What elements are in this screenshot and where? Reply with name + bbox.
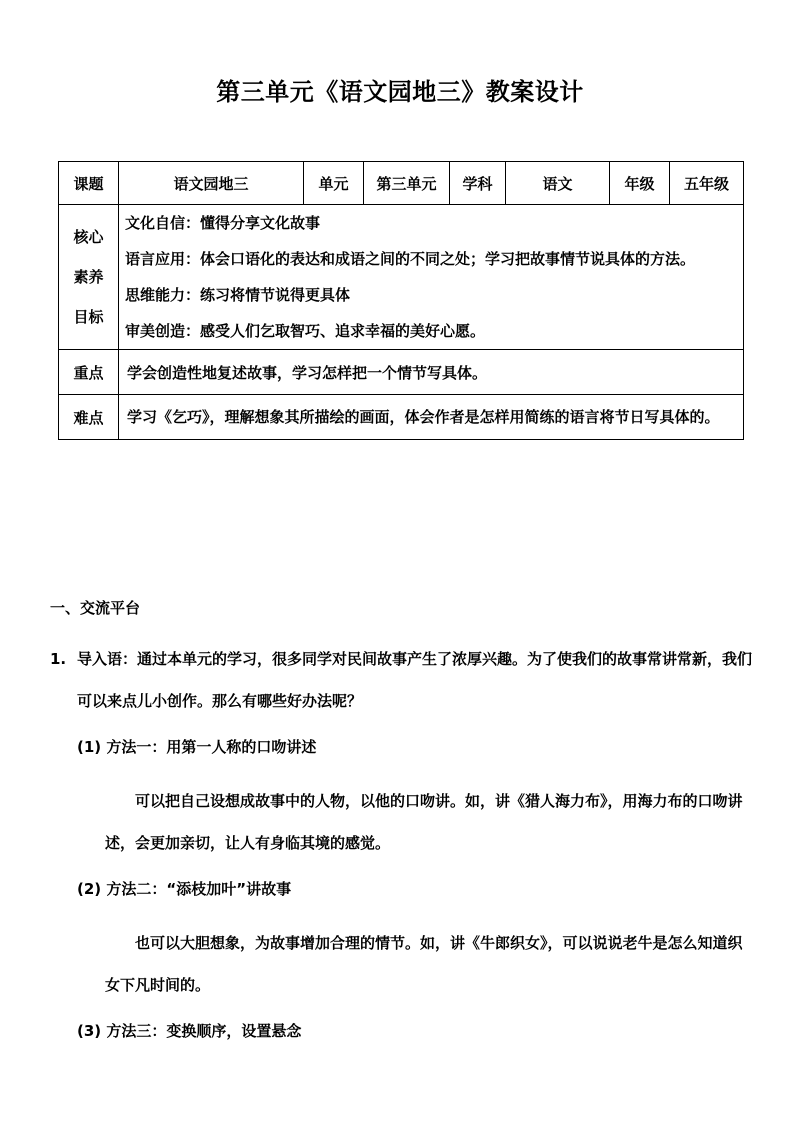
core-goal-language: 语言应用：体会口语化的表达和成语之间的不同之处；学习把故事情节说具体的方法。	[125, 250, 696, 268]
core-goal-culture: 文化自信：懂得分享文化故事	[125, 214, 321, 232]
method2-text: 也可以大胆想象，为故事增加合理的情节。如，讲《牛郎织女》，可以说说老牛是怎么知道织女下凡时间的。	[105, 934, 743, 994]
core-goal-thinking: 思维能力：练习将情节说得更具体	[125, 286, 351, 304]
difficulties-label: 难点	[59, 395, 119, 440]
core-goals-label-line: 素养	[73, 268, 104, 286]
subject-label: 学科	[450, 162, 506, 205]
unit-value: 第三单元	[364, 162, 450, 205]
method3-title: (3) 方法三：变换顺序，设置悬念	[77, 1022, 302, 1040]
table-row-key-points	[59, 350, 744, 395]
unit-label: 单元	[304, 162, 364, 205]
core-goal-aesthetic: 审美创造：感受人们乞取智巧、追求幸福的美好心愿。	[125, 322, 486, 340]
grade-value: 五年级	[670, 162, 744, 205]
document-title: 第三单元《语文园地三》教案设计	[216, 78, 584, 106]
method1-title: (1) 方法一：用第一人称的口吻讲述	[77, 738, 317, 756]
table-row-core-goals	[59, 205, 744, 350]
section-heading: 一、交流平台	[50, 599, 141, 617]
method1-text: 可以把自己设想成故事中的人物，以他的口吻讲。如，讲《猎人海力布》，用海力布的口吻讲述，会更加亲切，让人有身临其境的感觉。	[105, 792, 743, 852]
key-points-label: 重点	[59, 350, 119, 395]
core-goals-label-line: 核心	[73, 228, 104, 246]
core-goals-content	[119, 205, 744, 350]
course-value: 语文园地三	[119, 162, 304, 205]
lesson-info-table	[58, 161, 744, 440]
intro-text: 导入语：通过本单元的学习，很多同学对民间故事产生了浓厚兴趣。为了使我们的故事常讲常新，我们可以来点儿小创作。那么有哪些好办法呢？	[77, 650, 753, 710]
key-points-text: 学会创造性地复述故事，学习怎样把一个情节写具体。	[119, 350, 744, 395]
table-row-difficulties	[59, 395, 744, 440]
item-number: 1.	[50, 650, 67, 668]
grade-label: 年级	[610, 162, 670, 205]
difficulties-text: 学习《乞巧》，理解想象其所描绘的画面，体会作者是怎样用简练的语言将节日写具体的。	[119, 395, 744, 440]
table-row-basic-info	[59, 162, 744, 205]
core-goals-label	[59, 205, 119, 350]
subject-value: 语文	[506, 162, 610, 205]
course-label: 课题	[59, 162, 119, 205]
core-goals-label-line: 目标	[73, 308, 104, 326]
method2-title: (2) 方法二：“添枝加叶”讲故事	[77, 880, 292, 898]
